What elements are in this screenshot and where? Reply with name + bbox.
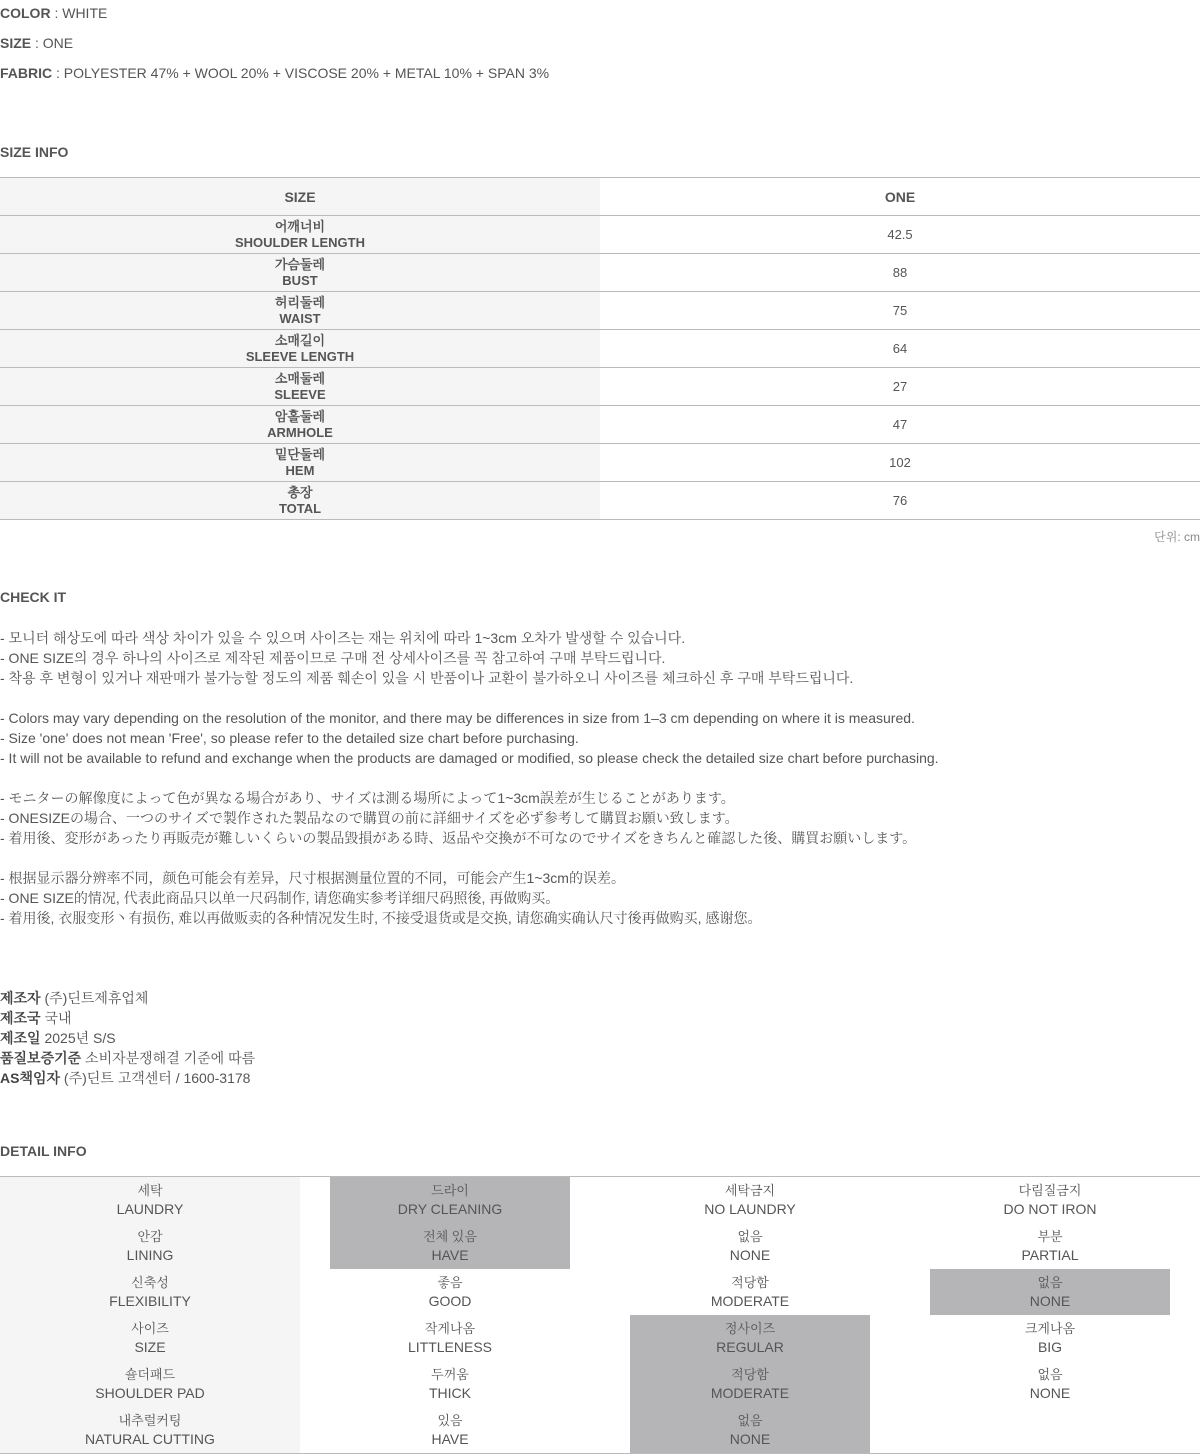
size-row-label-en: SHOULDER LENGTH — [235, 234, 365, 250]
detail-option — [300, 1361, 600, 1407]
size-row-value: 64 — [892, 341, 908, 356]
detail-option — [900, 1177, 1200, 1223]
detail-option-ko: 없음 — [1037, 1275, 1063, 1290]
maker-info-value: (주)딘트 고객센터 / 1600-3178 — [60, 1070, 251, 1086]
detail-option-ko: 있음 — [437, 1413, 463, 1428]
size-row-label-ko: 가슴둘레 — [274, 256, 326, 272]
detail-option-en: LITTLENESS — [407, 1339, 493, 1355]
size-row-value: 102 — [889, 455, 911, 470]
detail-option-en: PARTIAL — [1021, 1247, 1079, 1263]
spec-fabric-value: : POLYESTER 47% + WOOL 20% + VISCOSE 20% + METAL 10% + SPAN 3% — [52, 65, 550, 81]
maker-info-label: 품질보증기준 — [0, 1050, 82, 1066]
detail-category-en: SIZE — [134, 1339, 166, 1355]
notes-line: - ONESIZEの場合、一つのサイズで製作された製品なので購買の前に詳細サイズを必ず参考して購買お願い致します。 — [0, 810, 739, 826]
detail-option-en: DRY CLEANING — [397, 1201, 503, 1217]
size-row-label — [0, 216, 600, 253]
detail-option-en: MODERATE — [710, 1385, 790, 1401]
notes-spacer — [0, 848, 939, 868]
detail-option-en: NONE — [1029, 1293, 1071, 1309]
size-row-label — [0, 292, 600, 329]
size-row-value: 47 — [892, 417, 908, 432]
size-row-label-en: ARMHOLE — [267, 424, 333, 440]
maker-info-value: 국내 — [40, 1010, 72, 1026]
detail-option-en: MODERATE — [710, 1293, 790, 1309]
size-header-label: SIZE — [0, 178, 600, 215]
spec-fabric-label: FABRIC — [0, 65, 53, 81]
maker-info-row — [0, 1048, 255, 1068]
detail-category — [0, 1407, 300, 1453]
detail-option-en: THICK — [429, 1385, 471, 1401]
spec-color — [0, 4, 107, 22]
detail-option — [600, 1361, 900, 1407]
size-row — [0, 330, 1200, 368]
detail-option-en: NONE — [729, 1247, 771, 1263]
notes-spacer — [0, 768, 939, 788]
maker-info-value: 2025년 S/S — [40, 1030, 116, 1046]
detail-option-ko: 적당함 — [731, 1367, 769, 1382]
detail-option — [300, 1407, 600, 1453]
size-row-value: 42.5 — [887, 227, 913, 242]
detail-option-en: NO LAUNDRY — [704, 1201, 796, 1217]
detail-option-en: DO NOT IRON — [1003, 1201, 1097, 1217]
maker-info-value: (주)딘트제휴업체 — [40, 990, 149, 1006]
spec-size-value: : ONE — [31, 35, 74, 51]
size-row-value: 76 — [892, 493, 908, 508]
detail-category-ko: 안감 — [137, 1229, 163, 1244]
detail-option-en: NONE — [1029, 1385, 1071, 1401]
size-row-label — [0, 330, 600, 367]
size-row-label-ko: 어깨너비 — [274, 218, 326, 234]
notes-line: - 모니터 해상도에 따라 색상 차이가 있을 수 있으며 사이즈는 재는 위치에 따라 1~3cm 오차가 발생할 수 있습니다. — [0, 630, 686, 646]
detail-option — [600, 1177, 900, 1223]
maker-info-value: 소비자분쟁해결 기준에 따름 — [81, 1050, 256, 1066]
notes-line: - 着用後, 衣服变形丶有损伤, 难以再做贩卖的各种情况发生时, 不接受退货或是交换, 请您确实确认尺寸後再做购买, 感谢您。 — [0, 910, 762, 926]
maker-info — [0, 988, 255, 1088]
size-row-label-en: SLEEVE — [274, 386, 326, 402]
size-row-label-en: TOTAL — [278, 500, 322, 516]
detail-option — [300, 1177, 600, 1223]
detail-option-en: BIG — [1037, 1339, 1063, 1355]
detail-option-ko: 세탁금지 — [724, 1183, 776, 1198]
detail-category — [0, 1361, 300, 1407]
size-row-value: 88 — [892, 265, 908, 280]
detail-category-en: SHOULDER PAD — [95, 1385, 205, 1401]
size-row-label — [0, 444, 600, 481]
detail-option-en: HAVE — [431, 1431, 469, 1447]
notes-line: - モニターの解像度によって色が異なる場合があり、サイズは測る場所によって1~3cm誤差が生じることがあります。 — [0, 790, 735, 806]
size-row-label — [0, 368, 600, 405]
detail-option — [600, 1223, 900, 1269]
check-it-notes — [0, 628, 939, 928]
size-row — [0, 254, 1200, 292]
spec-color-label: COLOR — [0, 5, 51, 21]
detail-option-ko: 작게나옴 — [424, 1321, 476, 1336]
size-row-label-en: WAIST — [279, 310, 321, 326]
size-row-label-ko: 암홀둘레 — [274, 408, 326, 424]
size-row-label-ko: 소매길이 — [274, 332, 326, 348]
spec-size — [0, 34, 73, 52]
notes-line: - ONE SIZE의 경우 하나의 사이즈로 제작된 제품이므로 구매 전 상세사이즈를 꼭 참고하여 구매 부탁드립니다. — [0, 650, 666, 666]
size-row — [0, 368, 1200, 406]
size-row-label — [0, 482, 600, 519]
size-row — [0, 482, 1200, 520]
detail-category-ko: 세탁 — [137, 1183, 163, 1198]
notes-line: - 착용 후 변형이 있거나 재판매가 불가능할 정도의 제품 훼손이 있을 시 반품이나 교환이 불가하오니 사이즈를 체크하신 후 구매 부탁드립니다. — [0, 670, 854, 686]
detail-info-title: DETAIL INFO — [0, 1143, 87, 1159]
size-row-value: 27 — [892, 379, 908, 394]
detail-category-en: NATURAL CUTTING — [85, 1431, 215, 1447]
notes-line: - ONE SIZE的情况, 代表此商品只以单一尺码制作, 请您确实参考详细尺码照後, 再做购买。 — [0, 890, 560, 906]
size-row-label-ko: 총장 — [287, 484, 313, 500]
detail-category-ko: 신축성 — [131, 1275, 169, 1290]
notes-line: - It will not be available to refund and exchange when the products are damaged or modified, so please check the detailed size chart before purchasing. — [0, 750, 939, 766]
spec-size-label: SIZE — [0, 35, 32, 51]
size-row-label-en: BUST — [282, 272, 318, 288]
size-row-label — [0, 254, 600, 291]
detail-category — [0, 1269, 300, 1315]
detail-category-en: FLEXIBILITY — [109, 1293, 191, 1309]
detail-option — [600, 1269, 900, 1315]
size-info-title: SIZE INFO — [0, 144, 69, 160]
detail-option — [600, 1407, 900, 1453]
size-row — [0, 444, 1200, 482]
detail-option-en: HAVE — [431, 1247, 469, 1263]
detail-category — [0, 1315, 300, 1361]
size-unit: 단위: cm — [1154, 530, 1200, 544]
detail-category-ko: 숄더패드 — [124, 1367, 176, 1382]
detail-option-en: NONE — [729, 1431, 771, 1447]
size-row — [0, 292, 1200, 330]
detail-category-ko: 사이즈 — [131, 1321, 169, 1336]
detail-category — [0, 1177, 300, 1223]
notes-line: - Size 'one' does not mean 'Free', so please refer to the detailed size chart before purchasing. — [0, 730, 579, 746]
size-row-label-en: HEM — [285, 462, 315, 478]
detail-option-ko: 드라이 — [431, 1183, 469, 1198]
detail-option — [300, 1315, 600, 1361]
detail-category-en: LINING — [126, 1247, 174, 1263]
notes-spacer — [0, 688, 939, 708]
maker-info-label: 제조자 — [0, 990, 41, 1006]
size-table-header — [0, 178, 1200, 216]
maker-info-label: 제조일 — [0, 1030, 41, 1046]
detail-category-en: LAUNDRY — [116, 1201, 184, 1217]
detail-category-ko: 내추럴커팅 — [118, 1413, 182, 1428]
notes-line: - Colors may vary depending on the resolution of the monitor, and there may be differences in size from 1–3 cm depending on where it is measured. — [0, 710, 915, 726]
detail-option-ko: 다림질금지 — [1018, 1183, 1082, 1198]
detail-option-ko: 없음 — [737, 1413, 763, 1428]
notes-line: - 根据显示器分辨率不同，颜色可能会有差异，尺寸根据测量位置的不同，可能会产生1~3cm的误差。 — [0, 870, 625, 886]
maker-info-label: AS책임자 — [0, 1070, 61, 1086]
size-row-label — [0, 406, 600, 443]
notes-line: - 着用後、変形があったり再販売が難しいくらいの製品毀損がある時、返品や交換が不可なのでサイズをきちんと確認した後、購買お願いします。 — [0, 830, 917, 846]
detail-option — [900, 1315, 1200, 1361]
size-row-label-en: SLEEVE LENGTH — [245, 348, 355, 364]
maker-info-row — [0, 1028, 255, 1048]
detail-option-ko: 좋음 — [437, 1275, 463, 1290]
detail-option — [900, 1361, 1200, 1407]
detail-option-ko: 정사이즈 — [724, 1321, 776, 1336]
detail-grid — [0, 1176, 1200, 1454]
maker-info-row — [0, 1008, 255, 1028]
detail-option-ko: 두꺼움 — [431, 1367, 469, 1382]
spec-fabric — [0, 64, 549, 82]
detail-option — [300, 1223, 600, 1269]
detail-option-en: GOOD — [428, 1293, 472, 1309]
detail-option-ko: 부분 — [1037, 1229, 1063, 1244]
size-row-value: 75 — [892, 303, 908, 318]
detail-option-en: REGULAR — [716, 1339, 784, 1355]
size-row-label-ko: 밑단둘레 — [274, 446, 326, 462]
size-row — [0, 406, 1200, 444]
size-row-label-ko: 소매둘레 — [274, 370, 326, 386]
size-table — [0, 177, 1200, 520]
detail-option — [900, 1269, 1200, 1315]
size-header-one: ONE — [884, 188, 916, 205]
maker-info-label: 제조국 — [0, 1010, 41, 1026]
detail-option — [300, 1269, 600, 1315]
detail-option-ko: 적당함 — [731, 1275, 769, 1290]
check-it-title: CHECK IT — [0, 589, 67, 605]
maker-info-row — [0, 1068, 255, 1088]
detail-option — [900, 1223, 1200, 1269]
size-row — [0, 216, 1200, 254]
detail-option-ko: 전체 있음 — [423, 1229, 477, 1244]
detail-option-ko: 크게나옴 — [1024, 1321, 1076, 1336]
detail-category — [0, 1223, 300, 1269]
spec-color-value: : WHITE — [50, 5, 108, 21]
detail-option-ko: 없음 — [737, 1229, 763, 1244]
size-row-label-ko: 허리둘레 — [274, 294, 326, 310]
maker-info-row — [0, 988, 255, 1008]
detail-option-ko: 없음 — [1037, 1367, 1063, 1382]
detail-option — [600, 1315, 900, 1361]
